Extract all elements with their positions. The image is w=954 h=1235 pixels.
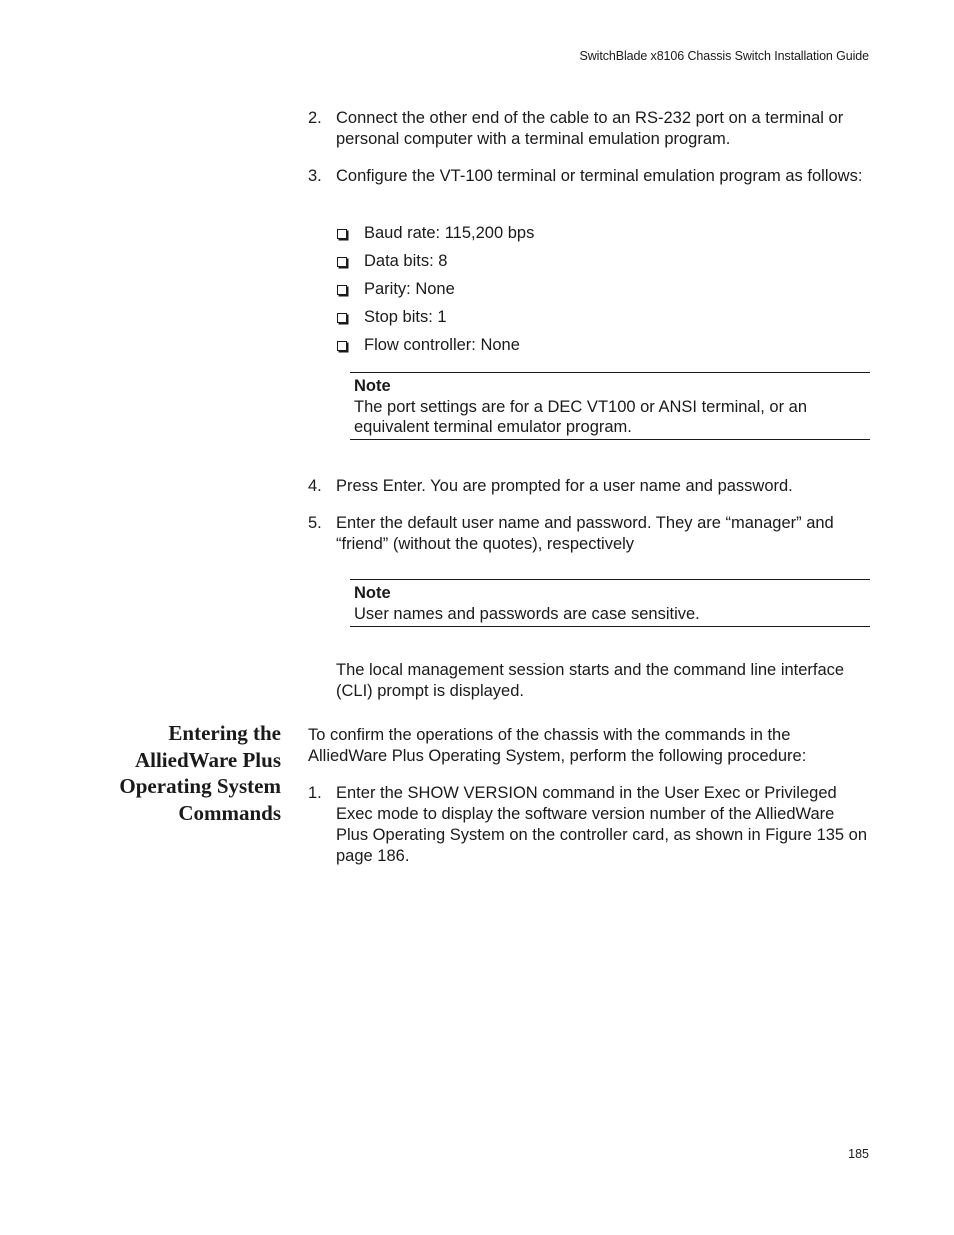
section-intro: To confirm the operations of the chassis with the commands in the AlliedWare Plus Operating System, perform the following procedure:: [308, 726, 807, 765]
list-item-text: Stop bits: 1: [364, 308, 447, 326]
checkbox-bullet-icon: [337, 313, 347, 323]
list-item-text: Parity: None: [364, 280, 455, 298]
note-title: Note: [354, 584, 391, 602]
page-number: 185: [848, 1147, 869, 1161]
list-item-text: Flow controller: None: [364, 336, 520, 354]
list-item: [336, 279, 856, 307]
step-5: [308, 513, 870, 555]
note-port-settings: [350, 372, 870, 440]
checkbox-bullet-icon: [337, 285, 347, 295]
list-item-text: Baud rate: 115,200 bps: [364, 224, 535, 242]
step-4: [308, 476, 870, 497]
step-number: 3.: [308, 167, 322, 185]
step-2: [308, 108, 870, 150]
step-number: 2.: [308, 109, 322, 127]
note-body: The port settings are for a DEC VT100 or ANSI terminal, or an equivalent terminal emulator program.: [354, 398, 808, 436]
step-text: Connect the other end of the cable to an RS-232 port on a terminal or personal computer with a terminal emulation program.: [336, 109, 844, 148]
running-header: SwitchBlade x8106 Chassis Switch Installation Guide: [579, 49, 869, 63]
step-number: 1.: [308, 784, 322, 802]
list-item-text: Data bits: 8: [364, 252, 448, 270]
note-case-sensitive: [350, 579, 870, 627]
note-title: Note: [354, 377, 391, 395]
step-text: Press Enter. You are prompted for a user name and password.: [336, 477, 793, 495]
step-text: Enter the default user name and password. They are “manager” and “friend” (without the quotes), respectively: [336, 514, 834, 553]
section-step-1: [308, 783, 870, 867]
list-item: [336, 223, 856, 251]
step-3: [308, 166, 870, 187]
step-number: 4.: [308, 477, 322, 495]
list-item: [336, 307, 856, 335]
session-paragraph: The local management session starts and the command line interface (CLI) prompt is displayed.: [336, 661, 845, 700]
checkbox-bullet-icon: [337, 257, 347, 267]
step-text: Enter the SHOW VERSION command in the User Exec or Privileged Exec mode to display the software version number of the AlliedWare Plus Operating System on the controller card, as shown in Figure 135 on page 186.: [336, 784, 868, 865]
section-heading: Entering the AlliedWare Plus Operating System Commands: [119, 721, 281, 825]
list-item: [336, 335, 856, 363]
checkbox-bullet-icon: [337, 341, 347, 351]
step-number: 5.: [308, 514, 322, 532]
list-item: [336, 251, 856, 279]
settings-list: [336, 223, 856, 363]
checkbox-bullet-icon: [337, 229, 347, 239]
step-text: Configure the VT-100 terminal or terminal emulation program as follows:: [336, 167, 863, 185]
note-body: User names and passwords are case sensitive.: [354, 605, 700, 623]
